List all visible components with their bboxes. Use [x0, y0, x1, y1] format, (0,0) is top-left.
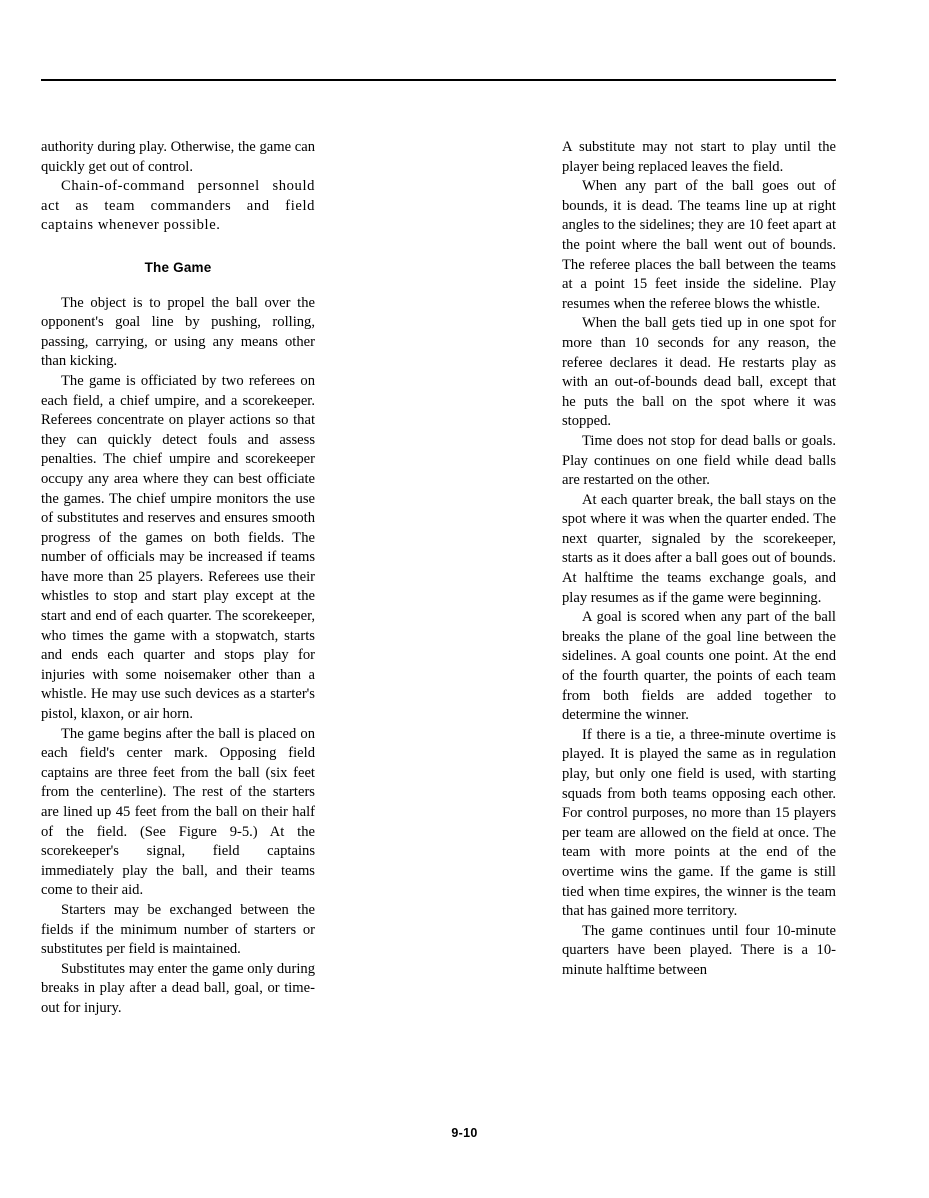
paragraph: When any part of the ball goes out of bounds, it is dead. The teams line up at right angles to the sidelines; they are 10 feet apart at the point where the ball went out of bounds. The referee places the ball between the teams at a point 15 feet inside the sideline. Play resumes when the referee blows the whistle.: [562, 178, 836, 312]
paragraph: authority during play. Otherwise, the game can quickly get out of control.: [41, 139, 315, 175]
header-rule: [41, 79, 836, 81]
section-heading: The Game: [144, 259, 212, 275]
paragraph: When the ball gets tied up in one spot for more than 10 seconds for any reason, the referee declares it dead. He restarts play as with an out-of-bounds dead ball, except that he puts the ball on the spot where it was stopped.: [562, 315, 836, 430]
paragraph: The game continues until four 10-minute quarters have been played. There is a 10-minute halftime between: [562, 922, 836, 978]
paragraph: A substitute may not start to play until the player being replaced leaves the field.: [562, 139, 836, 175]
right-column: [562, 138, 836, 1019]
two-column-body: [41, 138, 836, 1019]
paragraph: The object is to propel the ball over the opponent's goal line by pushing, rolling, passing, carrying, or using any means other than kicking.: [41, 294, 315, 370]
paragraph: At each quarter break, the ball stays on the spot where it was when the quarter ended. The next quarter, signaled by the scorekeeper, starts as it does after a ball goes out of bounds. At halftime the teams exchange goals, and play resumes as if the game were beginning.: [562, 491, 836, 606]
paragraph: The game is officiated by two referees on each field, a chief umpire, and a scorekeeper. Referees concentrate on player actions so that they can quickly detect fouls and assess penalties. The chief umpire and scorekeeper occupy any area where they can best officiate the games. The chief umpire monitors the use of substitutes and reserves and ensures smooth progress of the games on both fields. The number of officials may be increased if teams have more than 25 players. Referees use their whistles to stop and start play except at the start and end of each quarter. The scorekeeper, who times the game with a stopwatch, starts and ends each quarter and stops play for injuries with some noisemaker other than a whistle. He may use such devices as a starter's pistol, klaxon, or air horn.: [41, 372, 315, 723]
paragraph: Starters may be exchanged between the fields if the minimum number of starters or substitutes per field is maintained.: [41, 901, 315, 958]
paragraph: A goal is scored when any part of the ball breaks the plane of the goal line between the sidelines. A goal counts one point. At the end of the fourth quarter, the points of each team from both fields are added together to determine the winner.: [562, 609, 836, 724]
paragraph: The game begins after the ball is placed on each field's center mark. Opposing field captains are three feet from the ball (six feet from the centerline). The rest of the starters are lined up 45 feet from the ball on their half of the field. (See Figure 9-5.) At the scorekeeper's signal, field captains immediately play the ball, and their teams come to their aid.: [41, 725, 315, 899]
paragraph: Substitutes may enter the game only during breaks in play after a dead ball, goal, or time-out for injury.: [41, 960, 315, 1016]
paragraph: Time does not stop for dead balls or goals. Play continues on one field while dead balls are restarted on the other.: [562, 432, 836, 489]
paragraph: If there is a tie, a three-minute overtime is played. It is played the same as in regulation play, but only one field is used, with starting squads from both teams opposing each other. For control purposes, no more than 15 players per team are allowed on the field at once. The team with more points at the end of the overtime wins the game. If the game is still tied when time expires, the winner is the team that has gained more territory.: [562, 726, 836, 920]
page-number: 9-10: [451, 1126, 478, 1140]
paragraph: Chain-of-command personnel should act as team commanders and field captains whenever possible.: [41, 178, 315, 234]
left-column: [41, 138, 315, 1019]
